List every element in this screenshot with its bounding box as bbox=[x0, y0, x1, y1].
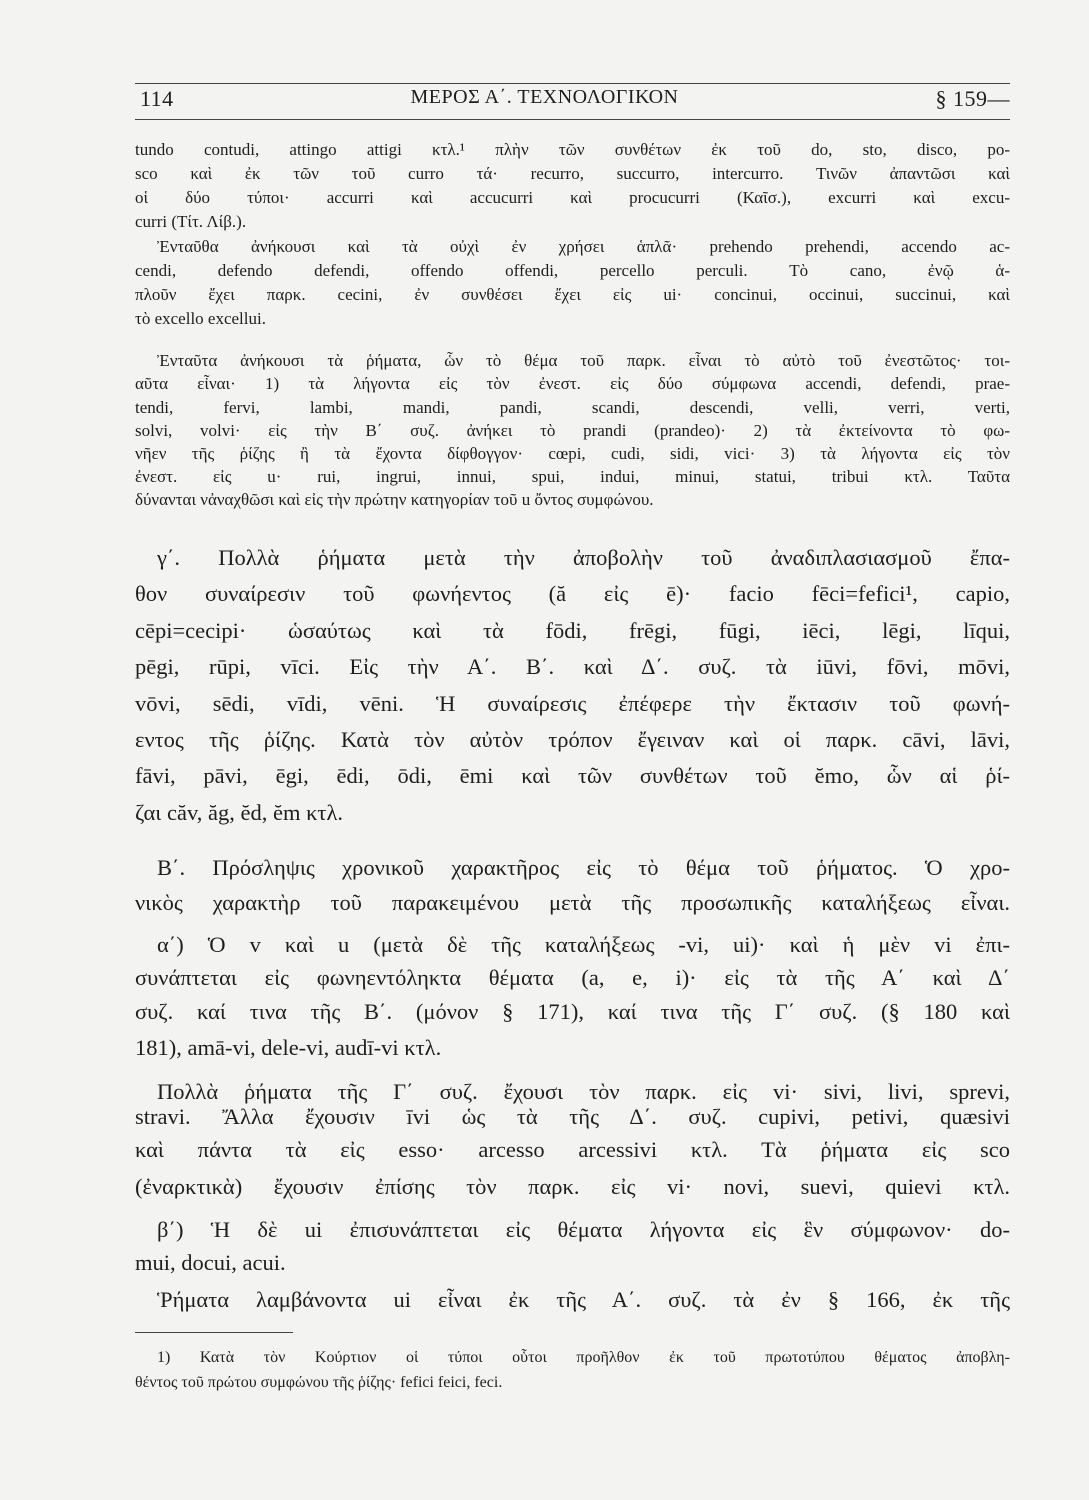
running-title: ΜΕΡΟΣ Α΄. ΤΕΧΝΟΛΟΓΙΚΟΝ bbox=[410, 86, 679, 108]
text-line: συνάπτεται εἰς φωνηεντόληκτα θέματα (a, e, i)· εἰς τὰ τῆς Α΄ καὶ Δ΄ bbox=[135, 965, 1010, 990]
page-number: 114 bbox=[140, 86, 174, 111]
text-line: αῦτα εἶναι· 1) τὰ λήγοντα εἰς τὸν ἐνεστ. εἰς δύο σύμφωνα accendi, defendi, prae- bbox=[135, 374, 1010, 393]
text-line: β΄) Ἡ δὲ ui ἐπισυνάπτεται εἰς θέματα λήγοντα εἰς ἓν σύμφωνον· do- bbox=[157, 1217, 1010, 1242]
text-line: νῆεν τῆς ῥίζης ἢ τὰ ἔχοντα δίφθογγον· cœpi, cudi, sidi, vici· 3) τὰ λήγοντα εἰς τὸν bbox=[135, 444, 1010, 463]
text-line: καὶ πάντα τὰ εἰς esso· arcesso arcessivi κτλ. Τὰ ῥήματα εἰς sco bbox=[135, 1137, 1010, 1162]
text-line: ζαι căv, ăg, ĕd, ĕm κτλ. bbox=[135, 800, 343, 825]
text-line: οἱ δύο τύποι· accurri καὶ accucurri καὶ procucurri (Καῖσ.), excurri καὶ excu- bbox=[135, 188, 1010, 207]
text-line: Β΄. Πρόσληψις χρονικοῦ χαρακτῆρος εἰς τὸ θέμα τοῦ ῥήματος. Ὁ χρο- bbox=[157, 855, 1010, 880]
text-line: θον συναίρεσιν τοῦ φωνήεντος (ă εἰς ē)· facio fēci=fefici¹, capio, bbox=[135, 581, 1010, 606]
text-line: 181), amā-vi, dele-vi, audī-vi κτλ. bbox=[135, 1035, 442, 1060]
text-line: Ῥήματα λαμβάνοντα ui εἶναι ἐκ τῆς Α΄. συζ. τὰ ἐν § 166, ἐκ τῆς bbox=[157, 1287, 1010, 1312]
text-line: (ἐναρκτικὰ) ἔχουσιν ἐπίσης τὸν παρκ. εἰς vi· novi, suevi, quievi κτλ. bbox=[135, 1174, 1010, 1199]
text-line: pēgi, rūpi, vīci. Εἰς τὴν Α΄. Β΄. καὶ Δ΄. συζ. τὰ iūvi, fōvi, mōvi, bbox=[135, 654, 1010, 679]
footnote-line: 1) Κατὰ τὸν Κούρτιον οἱ τύποι οὗτοι προῆλθον ἐκ τοῦ πρωτοτύπου θέματος ἀποβλη- bbox=[157, 1349, 1010, 1366]
text-line: solvi, volvi· εἰς τὴν Β΄ συζ. ἀνήκει τὸ prandi (prandeo)· 2) τὰ ἐκτείνοντα τὸ φω- bbox=[135, 421, 1010, 440]
text-line: τὸ excello excellui. bbox=[135, 309, 266, 328]
text-line: sco καὶ ἐκ τῶν τοῦ curro τά· recurro, succurro, intercurro. Τινῶν ἀπαντῶσι καὶ bbox=[135, 164, 1010, 183]
text-line: δύνανται νἀναχθῶσι καὶ εἰς τὴν πρώτην κατηγορίαν τοῦ u ὄντος συμφώνου. bbox=[135, 490, 654, 509]
text-line: tendi, fervi, lambi, mandi, pandi, scandi, descendi, velli, verri, verti, bbox=[135, 398, 1010, 417]
text-line: εντος τῆς ῥίζης. Κατὰ τὸν αὐτὸν τρόπον ἔγειναν καὶ οἱ παρκ. cāvi, lāvi, bbox=[135, 727, 1010, 752]
text-line: νικὸς χαρακτὴρ τοῦ παρακειμένου μετὰ τῆς προσωπικῆς καταλήξεως εἶναι. bbox=[135, 890, 1010, 915]
text-line: cendi, defendo defendi, offendo offendi, percello perculi. Τὸ cano, ἐνῷ ἁ- bbox=[135, 261, 1010, 280]
text-line: cēpi=cecipi· ὡσαύτως καὶ τὰ fōdi, frēgi, fūgi, iēci, lēgi, līqui, bbox=[135, 618, 1010, 643]
text-line: curri (Τίτ. Λίβ.). bbox=[135, 212, 247, 231]
footnote-line: θέντος τοῦ πρώτου συμφώνου τῆς ῥίζης· fefici feici, feci. bbox=[135, 1374, 503, 1391]
text-line: vōvi, sēdi, vīdi, vēni. Ἡ συναίρεσις ἐπέφερε τὴν ἔκτασιν τοῦ φωνή- bbox=[135, 691, 1010, 716]
text-line: mui, docui, acui. bbox=[135, 1250, 286, 1275]
text-line: ἐνεστ. εἰς u· rui, ingrui, innui, spui, indui, minui, statui, tribui κτλ. Ταῦτα bbox=[135, 467, 1010, 486]
text-line: συζ. καί τινα τῆς Β΄. (μόνον § 171), καί τινα τῆς Γ΄ συζ. (§ 180 καὶ bbox=[135, 999, 1010, 1024]
text-line: Ἐνταῦθα ἀνήκουσι καὶ τὰ οὐχὶ ἐν χρήσει ἁπλᾶ· prehendo prehendi, accendo ac- bbox=[157, 237, 1010, 256]
footnote-rule bbox=[135, 1332, 293, 1333]
text-line: fāvi, pāvi, ēgi, ēdi, ōdi, ēmi καὶ τῶν συνθέτων τοῦ ĕmo, ὧν αἱ ῥί- bbox=[135, 763, 1010, 788]
header-bottom-rule bbox=[135, 119, 1010, 120]
text-line: γ΄. Πολλὰ ῥήματα μετὰ τὴν ἀποβολὴν τοῦ ἀναδιπλασιασμοῦ ἔπα- bbox=[157, 545, 1010, 570]
text-line: stravi. Ἄλλα ἔχουσιν īvi ὡς τὰ τῆς Δ΄. συζ. cupivi, petivi, quæsivi bbox=[135, 1104, 1010, 1129]
text-line: α΄) Ὁ v καὶ u (μετὰ δὲ τῆς καταλήξεως -vi, ui)· καὶ ἡ μὲν vi ἐπι- bbox=[157, 932, 1010, 957]
text-line: tundo contudi, attingo attigi κτλ.¹ πλὴν τῶν συνθέτων ἐκ τοῦ do, sto, disco, po- bbox=[135, 140, 1010, 159]
text-line: Πολλὰ ῥήματα τῆς Γ΄ συζ. ἔχουσι τὸν παρκ. εἰς vi· sivi, livi, sprevi, bbox=[157, 1079, 1010, 1104]
section-number: § 159— bbox=[935, 86, 1010, 111]
text-line: Ἐνταῦτα ἀνήκουσι τὰ ῥήματα, ὧν τὸ θέμα τοῦ παρκ. εἶναι τὸ αὐτὸ τοῦ ἐνεστῶτος· τοι- bbox=[157, 351, 1010, 370]
text-line: πλοῦν ἔχει παρκ. cecini, ἐν συνθέσει ἔχει εἰς ui· concinui, occinui, succinui, καὶ bbox=[135, 285, 1010, 304]
header-top-rule bbox=[135, 83, 1010, 84]
